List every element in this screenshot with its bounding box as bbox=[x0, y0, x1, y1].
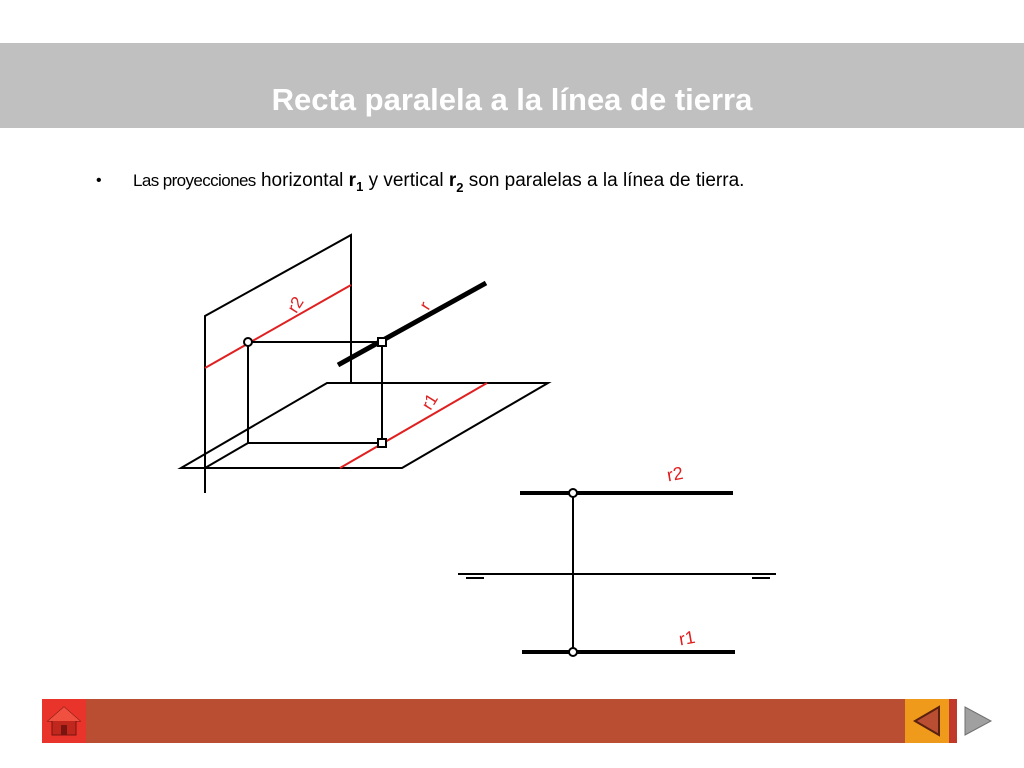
point-marker bbox=[378, 439, 386, 447]
bullet-text-part1: Las proyecciones bbox=[133, 171, 256, 190]
point-marker bbox=[569, 489, 577, 497]
r2-subscript: 2 bbox=[456, 180, 464, 195]
home-button[interactable] bbox=[42, 699, 86, 743]
projector-diagonal-top bbox=[205, 443, 248, 468]
triangle-right-icon bbox=[957, 699, 1001, 743]
projection-r2-line bbox=[205, 285, 351, 368]
point-marker bbox=[244, 338, 252, 346]
bullet-text-part3: y vertical bbox=[363, 170, 449, 191]
label-r1-projection: r1 bbox=[677, 626, 697, 650]
label-r2-projection: r2 bbox=[665, 462, 685, 486]
previous-button[interactable] bbox=[905, 699, 949, 743]
projection-r1-line bbox=[340, 383, 487, 468]
point-marker bbox=[569, 648, 577, 656]
next-button[interactable] bbox=[957, 699, 1001, 743]
perspective-view bbox=[181, 235, 548, 493]
label-r-perspective: r bbox=[415, 298, 435, 314]
horizontal-plane bbox=[181, 383, 548, 468]
bullet-text-part2: horizontal bbox=[255, 170, 349, 191]
bullet-text-part4: son paralelas a la línea de tierra. bbox=[463, 170, 745, 191]
r2-symbol: r bbox=[448, 170, 457, 191]
point-marker bbox=[378, 338, 386, 346]
home-icon bbox=[42, 699, 86, 743]
slide-title: Recta paralela a la línea de tierra bbox=[271, 82, 753, 117]
label-r2-perspective: r2 bbox=[283, 293, 308, 317]
r1-symbol: r bbox=[348, 170, 357, 191]
footer-bar bbox=[42, 699, 955, 743]
r1-subscript: 1 bbox=[356, 179, 364, 194]
dihedral-view bbox=[458, 463, 776, 656]
line-r bbox=[338, 283, 486, 365]
bullet-symbol: • bbox=[96, 172, 102, 189]
nav-separator bbox=[949, 699, 957, 743]
label-r1-perspective: r1 bbox=[417, 390, 442, 414]
triangle-left-icon bbox=[905, 699, 949, 743]
